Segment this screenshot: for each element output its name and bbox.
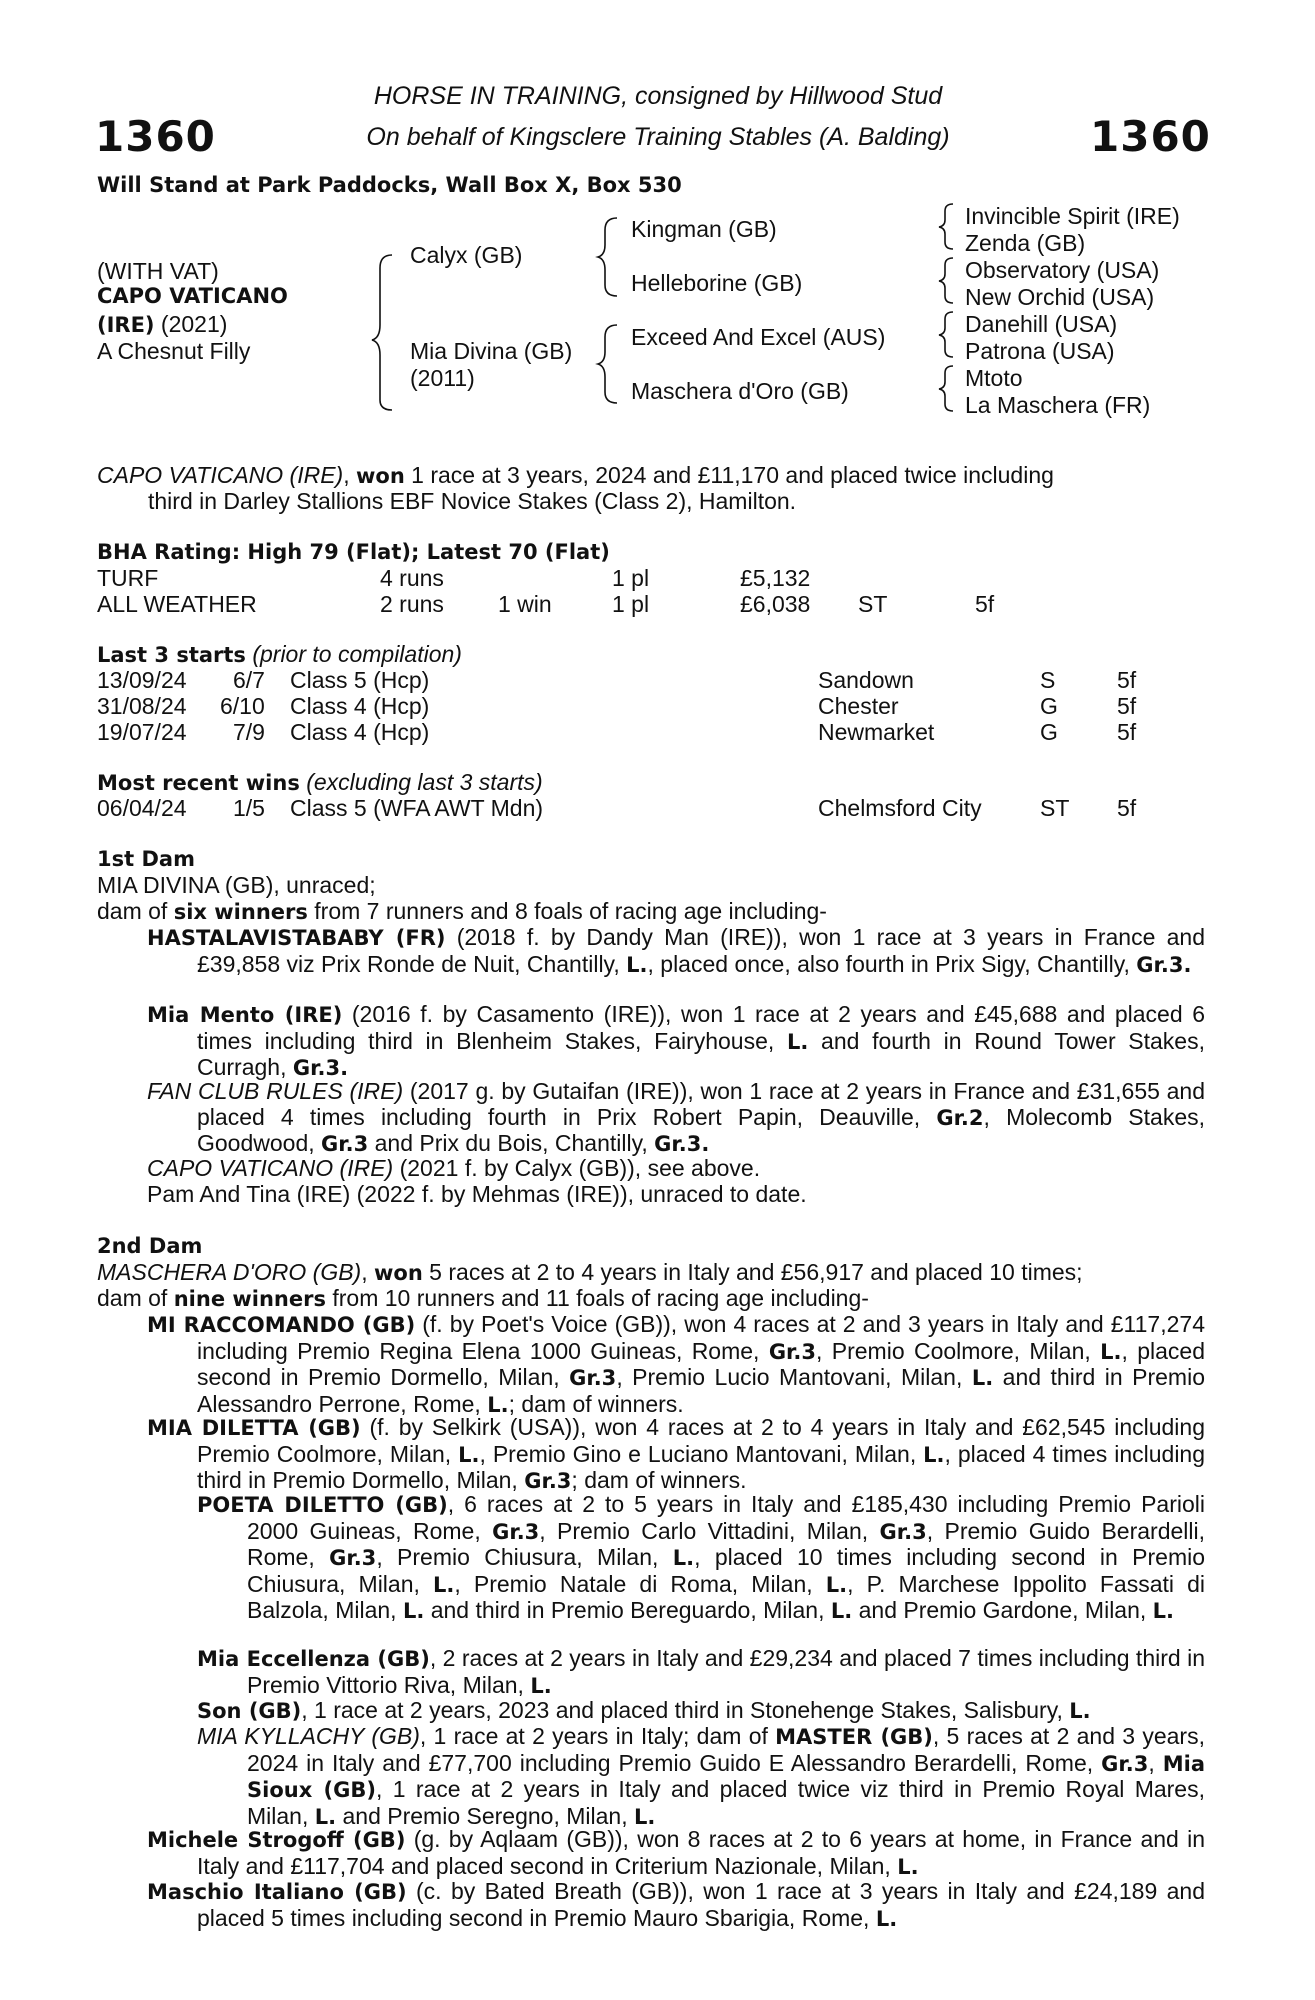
dsd: Patrona (USA) <box>965 338 1115 364</box>
bha-wins: 1 win <box>498 591 552 617</box>
runners-text: from 7 runners and 8 foals of racing age including- <box>307 898 827 924</box>
bha-pl: 1 pl <box>612 565 650 591</box>
grade-label: Gr.3. <box>654 1132 710 1157</box>
produce-text: (c. by Bated Breath (GB)), won 1 race at 3 years in Italy and £24,189 and placed 5 times including second in Premio Mauro Sbarigia, Rome, <box>197 1878 1206 1931</box>
grade-label: L. <box>634 1804 656 1829</box>
win-position: 1/5 <box>233 795 265 821</box>
produce-text: , Premio Natale di Roma, Milan, <box>454 1570 826 1597</box>
bha-surface: ALL WEATHER <box>97 591 257 617</box>
produce-entry-mia-mento <box>97 1002 1205 1082</box>
produce-name: Son (GB) <box>197 1699 302 1723</box>
stand-location: Will Stand at Park Paddocks, Wall Box X, Box 530 <box>97 173 682 197</box>
summary-line1 <box>97 463 1054 490</box>
second-dam-produce-line <box>97 1286 869 1313</box>
start-date: 13/09/24 <box>97 667 187 693</box>
grade-label: L. <box>458 1442 480 1467</box>
sire-dam: Helleborine (GB) <box>631 270 803 296</box>
first-dam-heading: 1st Dam <box>97 847 195 871</box>
winners-count: nine winners <box>173 1287 326 1311</box>
bha-runs: 2 runs <box>380 591 444 617</box>
produce-entry-mia-diletta <box>97 1415 1205 1495</box>
produce-text: and third in Premio Bereguardo, Milan, <box>424 1597 831 1624</box>
grade-label: Gr.3 <box>321 1132 369 1157</box>
second-dam-won: won <box>374 1261 423 1285</box>
dam-sire: Exceed And Excel (AUS) <box>631 324 886 350</box>
grade-label: L. <box>825 1572 848 1597</box>
bha-pl: 1 pl <box>612 591 650 617</box>
sdd: New Orchid (USA) <box>965 284 1155 310</box>
horse-country: (IRE) <box>97 313 155 337</box>
grandproduce-entry-son <box>97 1698 1205 1725</box>
grade-label: L. <box>923 1442 945 1467</box>
runners-text: from 10 runners and 11 foals of racing age including- <box>325 1285 869 1311</box>
grade-label: Gr.3 <box>329 1546 377 1571</box>
summary-horse-name: CAPO VATICANO (IRE) <box>97 462 344 488</box>
produce-name: POETA DILETTO (GB) <box>197 1493 448 1517</box>
bha-runs: 4 runs <box>380 565 444 591</box>
brace-sd <box>939 258 953 303</box>
produce-text: (f. by Poet's Voice (GB)), won 4 races at 2 and 3 years in Italy and £117,274 including Premio Regina Elena 1000 Guineas, Rome, <box>197 1311 1205 1364</box>
dam: Mia Divina (GB) <box>410 338 573 364</box>
produce-text: (g. by Aqlaam (GB)), won 8 races at 2 to 6 years at home, in France and in Italy and £117,704 and placed second in Criterium Nazionale, Milan, <box>197 1826 1206 1879</box>
grade-label: L. <box>1100 1339 1122 1364</box>
summary-comma: , <box>343 462 356 488</box>
produce-text: (f. by Selkirk (USA)), won 4 races at 2 to 4 years in Italy and £62,545 including Premio Coolmore, Milan, <box>197 1414 1205 1467</box>
horse-description: A Chesnut Filly <box>97 338 251 364</box>
produce-text: , 2 races at 2 years in Italy and £29,234 and placed 7 times including third in Premio Vittorio Riva, Milan, <box>247 1645 1205 1698</box>
produce-name: MIA KYLLACHY (GB) <box>197 1723 420 1749</box>
second-dam-line <box>97 1260 1083 1287</box>
second-dam-name: MASCHERA D'ORO (GB) <box>97 1259 362 1285</box>
recent-wins-heading: Most recent wins <box>97 771 300 795</box>
start-course: Sandown <box>818 667 914 693</box>
ssd: Zenda (GB) <box>965 230 1086 256</box>
win-course: Chelmsford City <box>818 795 982 821</box>
dam-of-label: dam of <box>97 898 174 924</box>
grade-label: L. <box>897 1854 919 1879</box>
produce-text: , placed 10 times including second in Premio Chiusura, Milan, <box>247 1544 1206 1597</box>
second-dam-heading: 2nd Dam <box>97 1234 203 1258</box>
grade-label: L. <box>530 1673 552 1698</box>
grade-label: L. <box>672 1546 695 1571</box>
grade-label: L. <box>433 1572 455 1597</box>
win-going: ST <box>1040 795 1070 821</box>
win-class: Class 5 (WFA AWT Mdn) <box>290 795 544 821</box>
grade-label: Gr.3 <box>768 1339 817 1364</box>
bha-surface: TURF <box>97 565 159 591</box>
produce-name: FAN CLUB RULES (IRE) <box>147 1078 404 1104</box>
grade-label: L. <box>830 1599 853 1624</box>
grade-label: Gr.3. <box>1136 952 1192 977</box>
recent-wins-note: (excluding last 3 starts) <box>299 769 543 795</box>
produce-entry-capo-vaticano <box>147 1156 760 1182</box>
produce-name: Mia Mento (IRE) <box>147 1003 343 1027</box>
produce-name: HASTALAVISTABABY (FR) <box>147 926 446 950</box>
sire-sire: Kingman (GB) <box>631 216 777 242</box>
produce-text: and fourth in Round Tower Stakes, Curragh, <box>197 1027 1205 1081</box>
brace-dd <box>939 366 953 411</box>
produce-entry-michele-strogoff <box>97 1827 1205 1880</box>
brace-ss <box>939 204 953 249</box>
behalf-line: On behalf of Kingsclere Training Stables (A. Balding) <box>366 123 950 151</box>
last3-heading: Last 3 starts <box>97 643 246 667</box>
brace-sire <box>598 218 617 296</box>
consignment-line: HORSE IN TRAINING, consigned by Hillwood Stud <box>373 82 943 110</box>
produce-text: , placed second in Premio Dormello, Milan, <box>197 1337 1206 1391</box>
start-position: 6/10 <box>220 693 265 719</box>
produce-text: ; dam of winners. <box>571 1467 747 1494</box>
start-going: G <box>1040 693 1058 719</box>
produce-entry-mi-raccomando <box>97 1312 1205 1418</box>
vat-note: (WITH VAT) <box>97 258 219 284</box>
grandproduce-entry-mia-kyllachy <box>97 1724 1205 1830</box>
bha-heading: BHA Rating: High 79 (Flat); Latest 70 (Flat) <box>97 540 610 564</box>
grade-label: Gr.3 <box>524 1469 572 1494</box>
start-going: G <box>1040 719 1058 745</box>
produce-text: and Prix du Bois, Chantilly, <box>368 1130 655 1157</box>
recent-wins-heading-line <box>97 770 543 797</box>
bha-prize: £6,038 <box>740 591 811 617</box>
dam-dam: Maschera d'Oro (GB) <box>631 378 849 404</box>
grade-label: L. <box>786 1029 809 1054</box>
produce-text: (2016 f. by Casamento (IRE)), won 1 race at 2 years and £45,688 and placed 6 times including third in Blenheim Stakes, Fairyhouse, <box>197 1001 1205 1054</box>
brace-main <box>372 255 392 410</box>
brace-ds <box>939 312 953 357</box>
produce-text: , 1 race at 2 years, 2023 and placed third in Stonehenge Stakes, Salisbury, <box>301 1697 1070 1723</box>
grade-label: L. <box>971 1366 994 1391</box>
start-distance: 5f <box>1117 693 1137 719</box>
grade-label: L. <box>487 1392 509 1417</box>
produce-entry-maschio-italiano <box>97 1879 1205 1932</box>
last3-heading-line <box>97 642 462 669</box>
winners-count: six winners <box>173 900 308 924</box>
bha-prize: £5,132 <box>740 565 811 591</box>
produce-text: , Premio Coolmore, Milan, <box>816 1337 1101 1364</box>
dam-of-label: dam of <box>97 1285 174 1311</box>
produce-name: Mia Eccellenza (GB) <box>197 1647 430 1671</box>
dds: Mtoto <box>965 365 1023 391</box>
start-course: Chester <box>818 693 899 719</box>
last3-note: (prior to compilation) <box>245 641 462 667</box>
produce-name: MI RACCOMANDO (GB) <box>147 1313 416 1337</box>
grade-label: L. <box>1152 1599 1175 1624</box>
produce-text: , placed once, also fourth in Prix Sigy, Chantilly, <box>647 950 1137 977</box>
produce-name: MASTER (GB) <box>775 1725 933 1749</box>
sds: Observatory (USA) <box>965 257 1160 283</box>
grade-label: Gr.3 <box>569 1366 617 1391</box>
second-dam-comma: , <box>361 1259 375 1285</box>
summary-won: won <box>356 464 405 488</box>
win-date: 06/04/24 <box>97 795 187 821</box>
lot-number-left: 1360 <box>95 112 216 161</box>
start-date: 19/07/24 <box>97 719 187 745</box>
produce-text: , Premio Chiusura, Milan, <box>376 1544 673 1571</box>
grandproduce-entry-mia-eccellenza <box>97 1646 1205 1699</box>
start-going: S <box>1040 667 1056 693</box>
first-dam-line: MIA DIVINA (GB), unraced; <box>97 872 376 898</box>
produce-name: Maschio Italiano (GB) <box>147 1880 407 1904</box>
bha-going: ST <box>858 591 888 617</box>
grade-label: L. <box>1069 1699 1091 1723</box>
bha-dist: 5f <box>975 591 995 617</box>
ddd: La Maschera (FR) <box>965 392 1151 418</box>
start-position: 7/9 <box>233 719 265 745</box>
grandproduce-entry-poeta-diletto <box>97 1492 1205 1625</box>
grade-label: L. <box>875 1906 898 1931</box>
produce-text: , Molecomb Stakes, Goodwood, <box>197 1103 1206 1157</box>
horse-name: CAPO VATICANO <box>97 284 288 308</box>
start-position: 6/7 <box>233 667 265 693</box>
grade-label: L. <box>314 1804 337 1829</box>
sss: Invincible Spirit (IRE) <box>965 203 1180 229</box>
produce-text: (2017 g. by Gutaifan (IRE)), won 1 race at 2 years in France and £31,655 and placed 4 times including fourth in Prix Robert Papin, Deauville, <box>197 1078 1205 1130</box>
grade-label: Gr.3 <box>879 1519 927 1544</box>
produce-name: Mia Sioux (GB) <box>247 1751 1205 1803</box>
dam-year: (2011) <box>410 365 475 391</box>
win-distance: 5f <box>1117 795 1137 821</box>
start-distance: 5f <box>1117 719 1137 745</box>
produce-text: (2021 f. by Calyx (GB)), see above. <box>393 1155 761 1181</box>
produce-name: MIA DILETTA (GB) <box>147 1416 361 1440</box>
start-distance: 5f <box>1117 667 1137 693</box>
start-class: Class 4 (Hcp) <box>290 719 430 745</box>
produce-text: , Premio Carlo Vittadini, Milan, <box>539 1517 880 1544</box>
start-class: Class 5 (Hcp) <box>290 667 430 693</box>
produce-text: ; dam of winners. <box>508 1390 684 1417</box>
produce-text: and Premio Seregno, Milan, <box>336 1802 634 1829</box>
produce-text: , Premio Lucio Mantovani, Milan, <box>616 1364 972 1391</box>
dss: Danehill (USA) <box>965 311 1118 337</box>
grade-label: Gr.2 <box>936 1105 984 1130</box>
horse-year: (2021) <box>154 311 228 337</box>
summary-rest: 1 race at 3 years, 2024 and £11,170 and placed twice including <box>404 462 1054 488</box>
produce-text: , 5 races at 2 and 3 years, 2024 in Italy and £77,700 including Premio Guido E Alessandro Berardelli, Rome, <box>247 1723 1205 1776</box>
produce-text: , 1 race at 2 years in Italy and placed twice viz third in Premio Royal Mares, Milan, <box>247 1776 1205 1829</box>
brace-dam <box>598 325 617 403</box>
sire: Calyx (GB) <box>410 242 523 268</box>
produce-text: and third in Premio Alessandro Perrone, Rome, <box>197 1364 1205 1417</box>
grade-label: L. <box>626 952 648 977</box>
grade-label: Gr.3 <box>1101 1751 1149 1776</box>
produce-text: (2018 f. by Dandy Man (IRE)), won 1 race at 3 years in France and £39,858 viz Prix Ronde de Nuit, Chantilly, <box>197 924 1205 977</box>
produce-entry-fan-club-rules <box>97 1079 1205 1158</box>
lot-number-right: 1360 <box>1090 112 1211 161</box>
produce-text: , Premio Guido Berardelli, Rome, <box>247 1517 1205 1571</box>
produce-text: , 6 races at 2 to 5 years in Italy and £185,430 including Premio Parioli 2000 Guineas, Rome, <box>247 1491 1205 1544</box>
summary-line2: third in Darley Stallions EBF Novice Stakes (Class 2), Hamilton. <box>148 488 797 514</box>
second-dam-rest: 5 races at 2 to 4 years in Italy and £56,917 and placed 10 times; <box>422 1259 1083 1285</box>
produce-text: , P. Marchese Ippolito Fassati di Balzola, Milan, <box>247 1570 1205 1624</box>
produce-text: and Premio Gardone, Milan, <box>852 1597 1153 1624</box>
grade-label: Gr.3 <box>492 1519 540 1544</box>
first-dam-produce-line <box>97 899 827 926</box>
produce-entry-pam-and-tina: Pam And Tina (IRE) (2022 f. by Mehmas (IRE)), unraced to date. <box>147 1181 807 1207</box>
start-date: 31/08/24 <box>97 693 187 719</box>
produce-entry-hastalavistababy <box>97 925 1205 978</box>
produce-text: , 1 race at 2 years in Italy; dam of <box>419 1723 776 1749</box>
produce-name: CAPO VATICANO (IRE) <box>147 1155 394 1181</box>
grade-label: L. <box>402 1599 425 1624</box>
produce-text: , Premio Gino e Luciano Mantovani, Milan, <box>479 1440 924 1467</box>
start-class: Class 4 (Hcp) <box>290 693 430 719</box>
grade-label: Gr.3. <box>292 1056 349 1081</box>
start-course: Newmarket <box>818 719 935 745</box>
produce-text: , placed 4 times including third in Premio Dormello, Milan, <box>197 1440 1206 1494</box>
produce-text: , <box>1148 1749 1163 1776</box>
produce-name: Michele Strogoff (GB) <box>147 1828 406 1852</box>
